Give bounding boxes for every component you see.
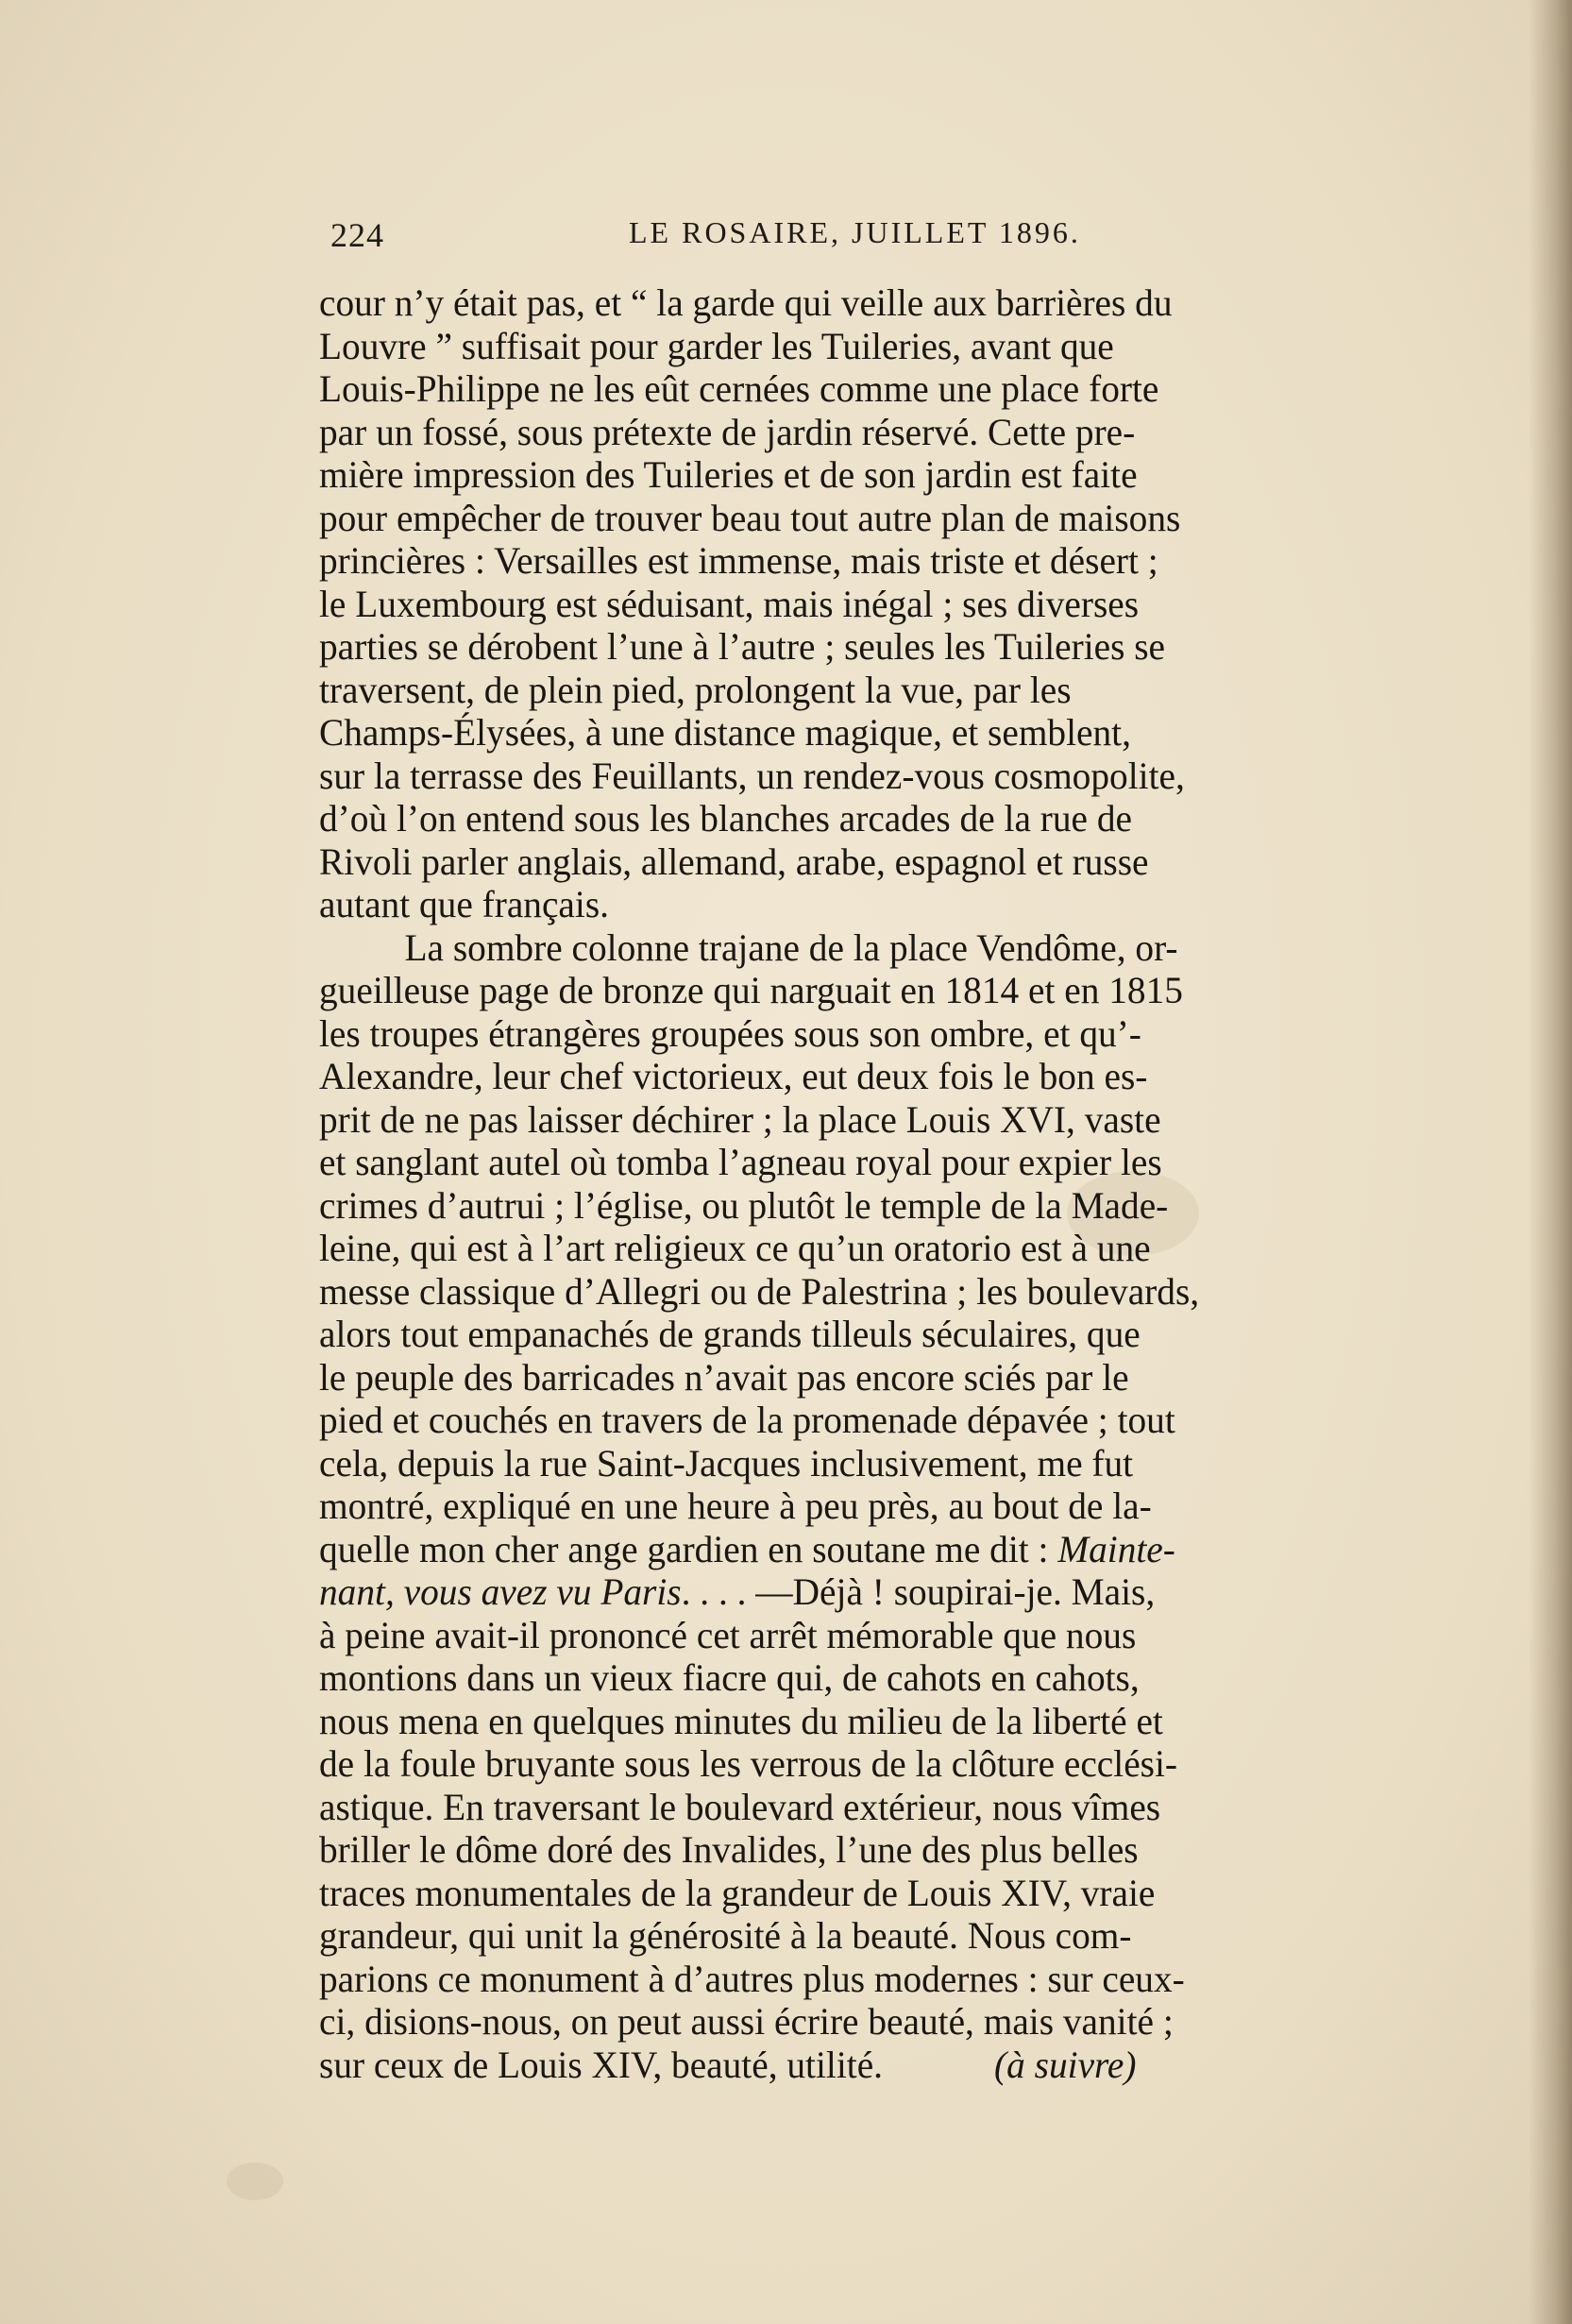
- text-line: parions ce monument à d’autres plus modernes : sur ceux-: [319, 1957, 1185, 2000]
- text-line: Alexandre, leur chef victorieux, eut deux fois le bon es-: [319, 1055, 1148, 1097]
- text-line: [319, 1570, 1462, 1614]
- paragraph-start-line: La sombre colonne trajane de la place Vendôme, or-: [404, 925, 1178, 969]
- italic-text: nant, vous avez vu Paris: [319, 1570, 682, 1613]
- text-line: d’où l’on entend sous les blanches arcades de la rue de: [319, 797, 1132, 840]
- text-line: briller le dôme doré des Invalides, l’une des plus belles: [319, 1828, 1139, 1871]
- text-line: crimes d’autrui ; l’église, ou plutôt le temple de la Made-: [319, 1183, 1169, 1227]
- text-line: gueilleuse page de bronze qui narguait en 1814 et en 1815: [319, 969, 1183, 1011]
- text-line: montions dans un vieux fiacre qui, de cahots en cahots,: [319, 1656, 1140, 1699]
- text-line: sur la terrasse des Feuillants, un rendez-vous cosmopolite,: [319, 754, 1185, 797]
- text-line: de la foule bruyante sous les verrous de la clôture ecclési-: [319, 1742, 1178, 1785]
- text-segment: Déjà ! soupirai-je. Mais,: [792, 1570, 1156, 1613]
- text-line: parties se dérobent l’une à l’autre ; seules les Tuileries se: [319, 625, 1166, 668]
- text-line: Rivoli parler anglais, allemand, arabe, espagnol et russe: [319, 840, 1149, 883]
- text-line: et sanglant autel où tomba l’agneau royal pour expier les: [319, 1141, 1162, 1183]
- text-line: le peuple des barricades n’avait pas encore sciés par le: [319, 1355, 1129, 1399]
- text-line: Champs-Élysées, à une distance magique, et semblent,: [319, 711, 1131, 754]
- text-line: le Luxembourg est séduisant, mais inégal ; ses diverses: [319, 582, 1140, 625]
- italic-text: Mainte-: [1057, 1527, 1175, 1570]
- text-line: autant que français.: [319, 883, 609, 925]
- text-line: [319, 2044, 1462, 2087]
- text-line: mière impression des Tuileries et de son jardin est faite: [319, 453, 1138, 496]
- text-line: messe classique d’Allegri ou de Palestrina ; les boulevards,: [319, 1269, 1200, 1313]
- text-line: à peine avait-il prononcé cet arrêt mémorable que nous: [319, 1613, 1137, 1656]
- text-line: par un fossé, sous prétexte de jardin réservé. Cette pre-: [319, 410, 1136, 453]
- text-line: prit de ne pas laisser déchirer ; la place Louis XVI, vaste: [319, 1097, 1161, 1141]
- text-line: traces monumentales de la grandeur de Louis XIV, vraie: [319, 1871, 1156, 1914]
- text-line: grandeur, qui unit la générosité à la beauté. Nous com-: [319, 1914, 1132, 1957]
- text-line: cela, depuis la rue Saint-Jacques inclusivement, me fut: [319, 1441, 1134, 1484]
- text-line: leine, qui est à l’art religieux ce qu’un oratorio est à une: [319, 1227, 1151, 1269]
- running-head: LE ROSAIRE, JUILLET 1896.: [629, 215, 1081, 249]
- text-line: Louvre ” suffisait pour garder les Tuileries, avant que: [319, 324, 1114, 367]
- text-line: traversent, de plein pied, prolongent la vue, par les: [319, 668, 1072, 711]
- continuation-note: (à suivre): [994, 2043, 1137, 2086]
- text-segment: sur ceux de Louis XIV, beauté, utilité.: [319, 2043, 884, 2086]
- text-line: pied et couchés en travers de la promenade dépavée ; tout: [319, 1399, 1175, 1441]
- text-line: astique. En traversant le boulevard extérieur, nous vîmes: [319, 1785, 1161, 1828]
- ellipsis-dash: . . . . —: [681, 1570, 793, 1613]
- page-header: [330, 215, 1322, 264]
- text-line: ci, disions-nous, on peut aussi écrire beauté, mais vanité ;: [319, 2000, 1174, 2043]
- text-segment: quelle mon cher ange gardien en soutane me dit :: [319, 1527, 1049, 1570]
- text-line: [319, 1528, 1462, 1571]
- text-line: les troupes étrangères groupées sous son ombre, et qu’-: [319, 1011, 1141, 1055]
- page-number: 224: [330, 216, 384, 254]
- text-line: nous mena en quelques minutes du milieu de la liberté et: [319, 1699, 1163, 1742]
- body-text: [319, 281, 1480, 2086]
- page-edge-shadow: [1529, 0, 1572, 2324]
- text-line: cour n’y était pas, et “ la garde qui veille aux barrières du: [319, 281, 1173, 324]
- text-line: pour empêcher de trouver beau tout autre plan de maisons: [319, 496, 1181, 539]
- text-line: princières : Versailles est immense, mais triste et désert ;: [319, 539, 1158, 582]
- paper-stain: [227, 2163, 283, 2200]
- text-line: alors tout empanachés de grands tilleuls séculaires, que: [319, 1313, 1141, 1355]
- text-line: montré, expliqué en une heure à peu près, au bout de la-: [319, 1484, 1152, 1527]
- text-line: Louis-Philippe ne les eût cernées comme une place forte: [319, 367, 1159, 410]
